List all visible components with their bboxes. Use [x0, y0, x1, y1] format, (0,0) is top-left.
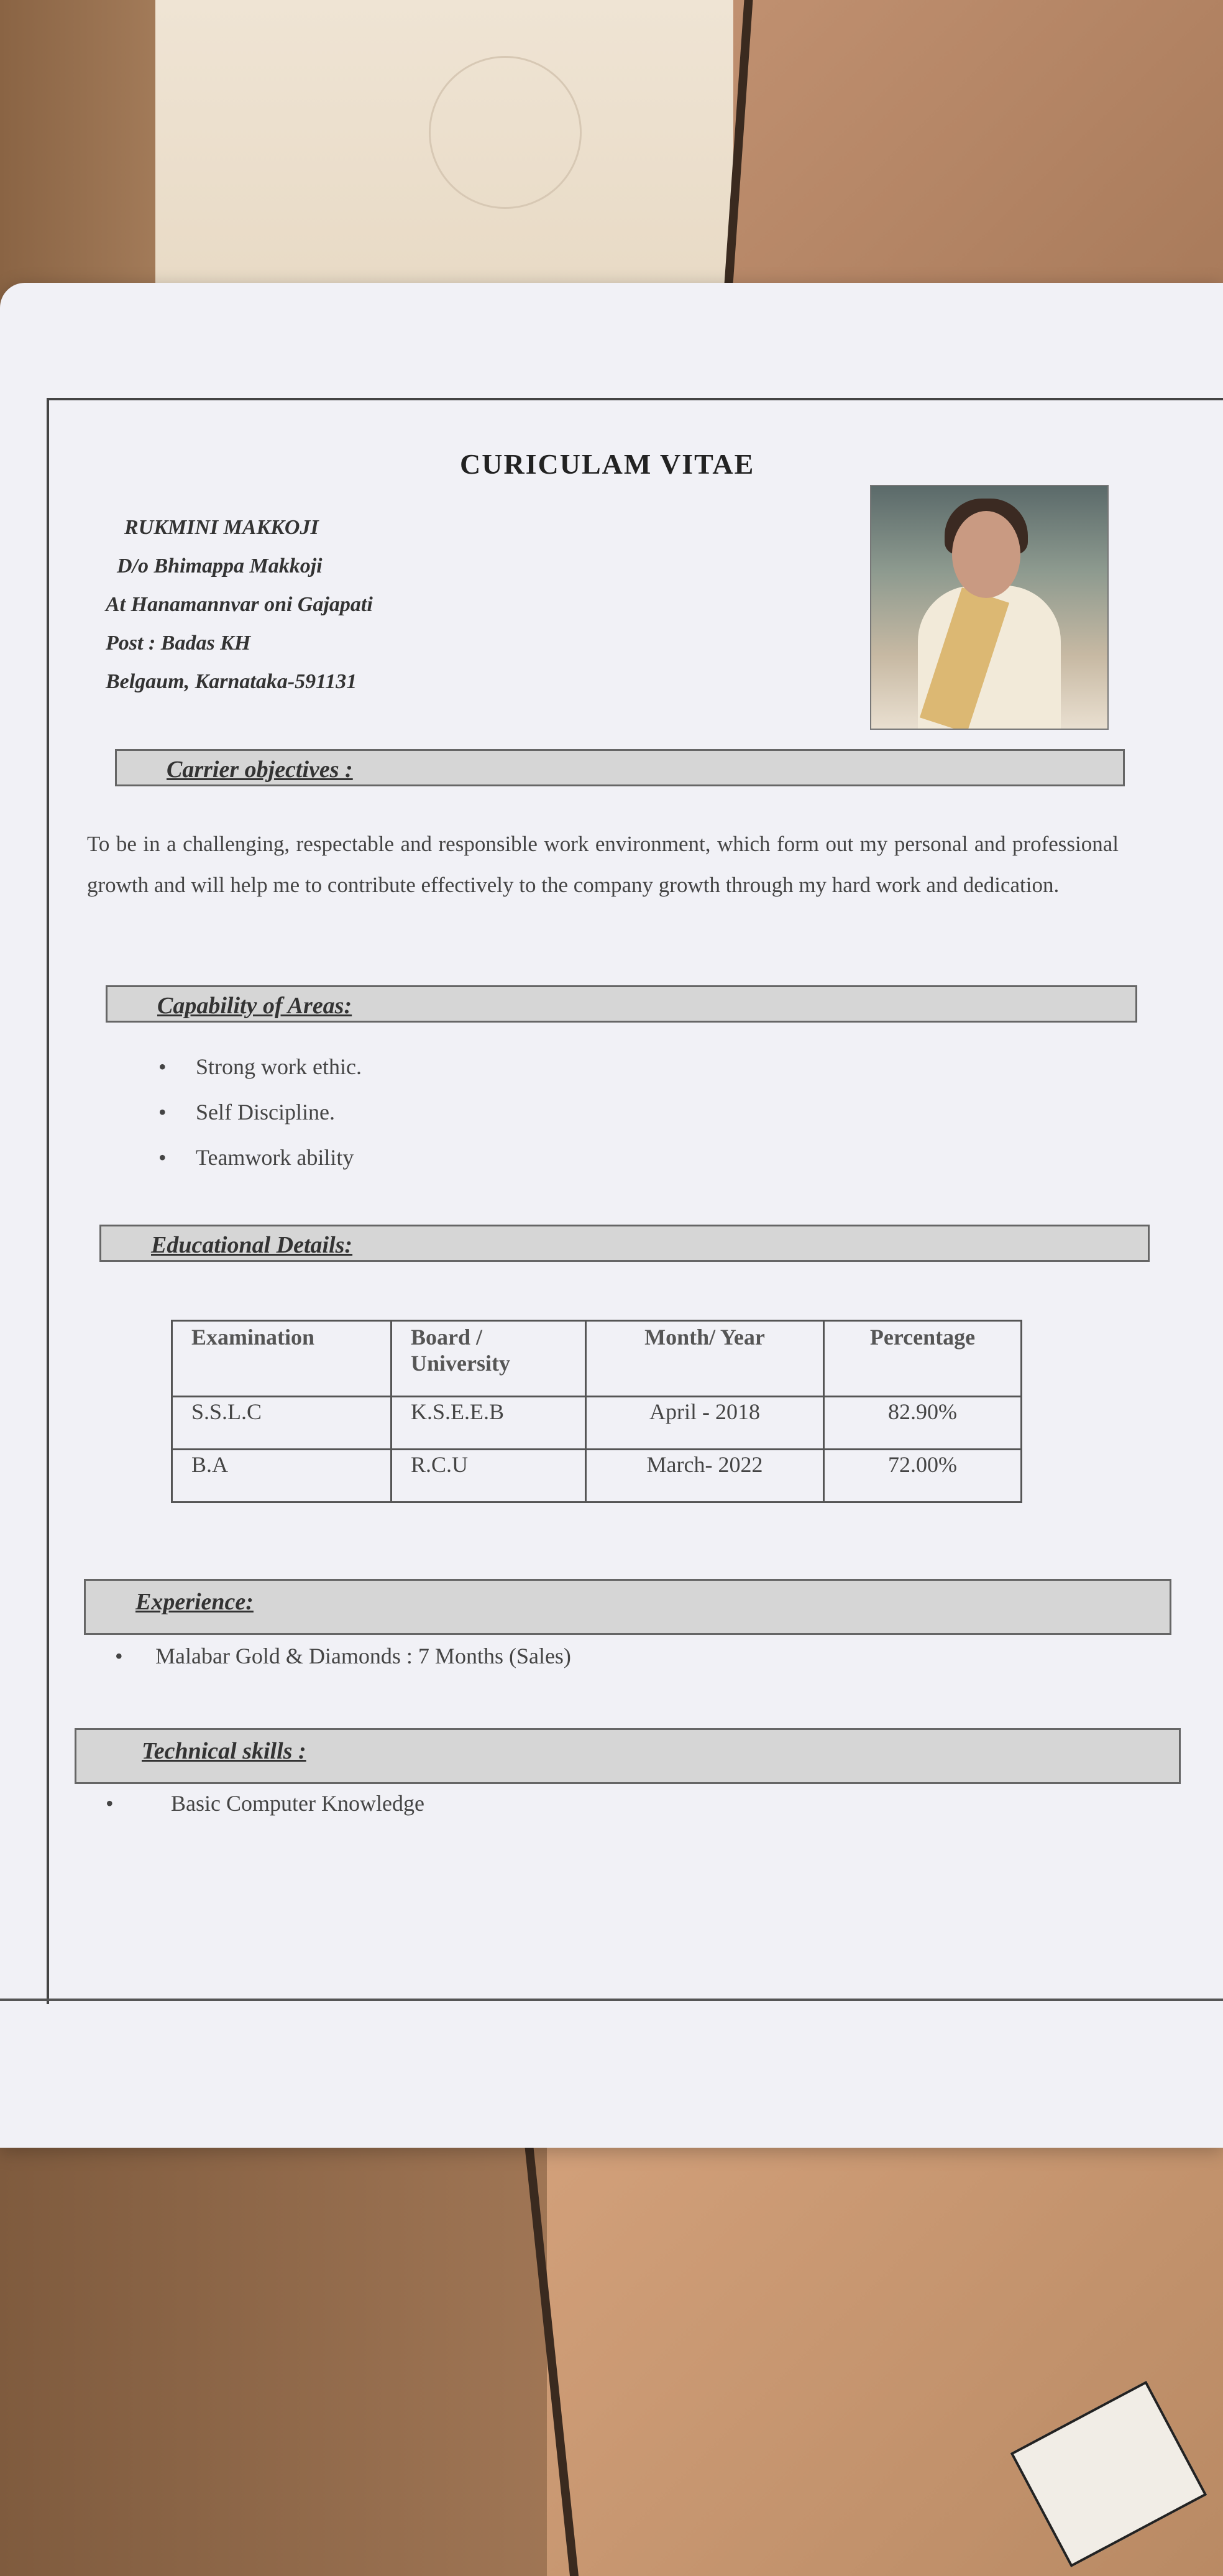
experience-list — [115, 1643, 571, 1688]
technical-heading: Technical skills : — [142, 1738, 306, 1764]
parent-name: D/o Bhimappa Makkoji — [117, 554, 323, 577]
capability-heading: Capability of Areas: — [157, 993, 352, 1019]
capability-list — [158, 1054, 362, 1190]
resume-paper — [0, 283, 1223, 2148]
list-item: • Teamwork ability — [158, 1144, 362, 1190]
objectives-heading-bar — [115, 749, 1125, 786]
education-heading: Educational Details: — [151, 1232, 353, 1258]
technical-list — [106, 1790, 424, 1836]
objectives-text: To be in a challenging, respectable and responsible work environment, which form out my personal and professional growth and will help me to contribute effectively to the company growth through my hard work and dedication. — [87, 832, 1119, 897]
education-table — [171, 1320, 1022, 1503]
table-cell: 72.00% — [824, 1450, 1022, 1502]
experience-heading: Experience: — [135, 1589, 254, 1615]
profile-photo — [870, 485, 1109, 730]
table-header-row — [172, 1321, 1022, 1397]
education-heading-bar — [99, 1225, 1150, 1262]
col-board: Board / University — [392, 1321, 586, 1397]
candidate-name: RUKMINI MAKKOJI — [124, 516, 319, 539]
table-row — [172, 1450, 1022, 1502]
capability-heading-bar — [106, 985, 1137, 1023]
address-city: Belgaum, Karnataka-591131 — [106, 670, 357, 693]
experience-heading-bar — [84, 1579, 1171, 1635]
table-cell: K.S.E.E.B — [392, 1397, 586, 1450]
document-title: CURICULAM VITAE — [460, 448, 755, 480]
objectives-heading: Carrier objectives : — [167, 757, 353, 783]
table-row — [172, 1397, 1022, 1450]
floor-tile — [0, 2138, 559, 2576]
technical-heading-bar — [75, 1728, 1181, 1784]
table-cell: 82.90% — [824, 1397, 1022, 1450]
table-cell: B.A — [172, 1450, 392, 1502]
address-block — [106, 516, 373, 709]
list-item: • Malabar Gold & Diamonds : 7 Months (Sales) — [115, 1643, 571, 1688]
floor-tile — [733, 0, 1223, 311]
address-post: Post : Badas KH — [106, 632, 251, 655]
page-border-bottom — [0, 1999, 1223, 2001]
floor-circle-mark — [429, 56, 582, 209]
list-item: • Self Discipline. — [158, 1099, 362, 1144]
col-examination: Examination — [172, 1321, 392, 1397]
table-cell: R.C.U — [392, 1450, 586, 1502]
col-month-year: Month/ Year — [586, 1321, 824, 1397]
list-item: • Basic Computer Knowledge — [106, 1790, 424, 1836]
col-percentage: Percentage — [824, 1321, 1022, 1397]
list-item: • Strong work ethic. — [158, 1054, 362, 1099]
table-cell: April - 2018 — [586, 1397, 824, 1450]
address-line: At Hanamannvar oni Gajapati — [106, 593, 373, 616]
table-cell: S.S.L.C — [172, 1397, 392, 1450]
table-cell: March- 2022 — [586, 1450, 824, 1502]
